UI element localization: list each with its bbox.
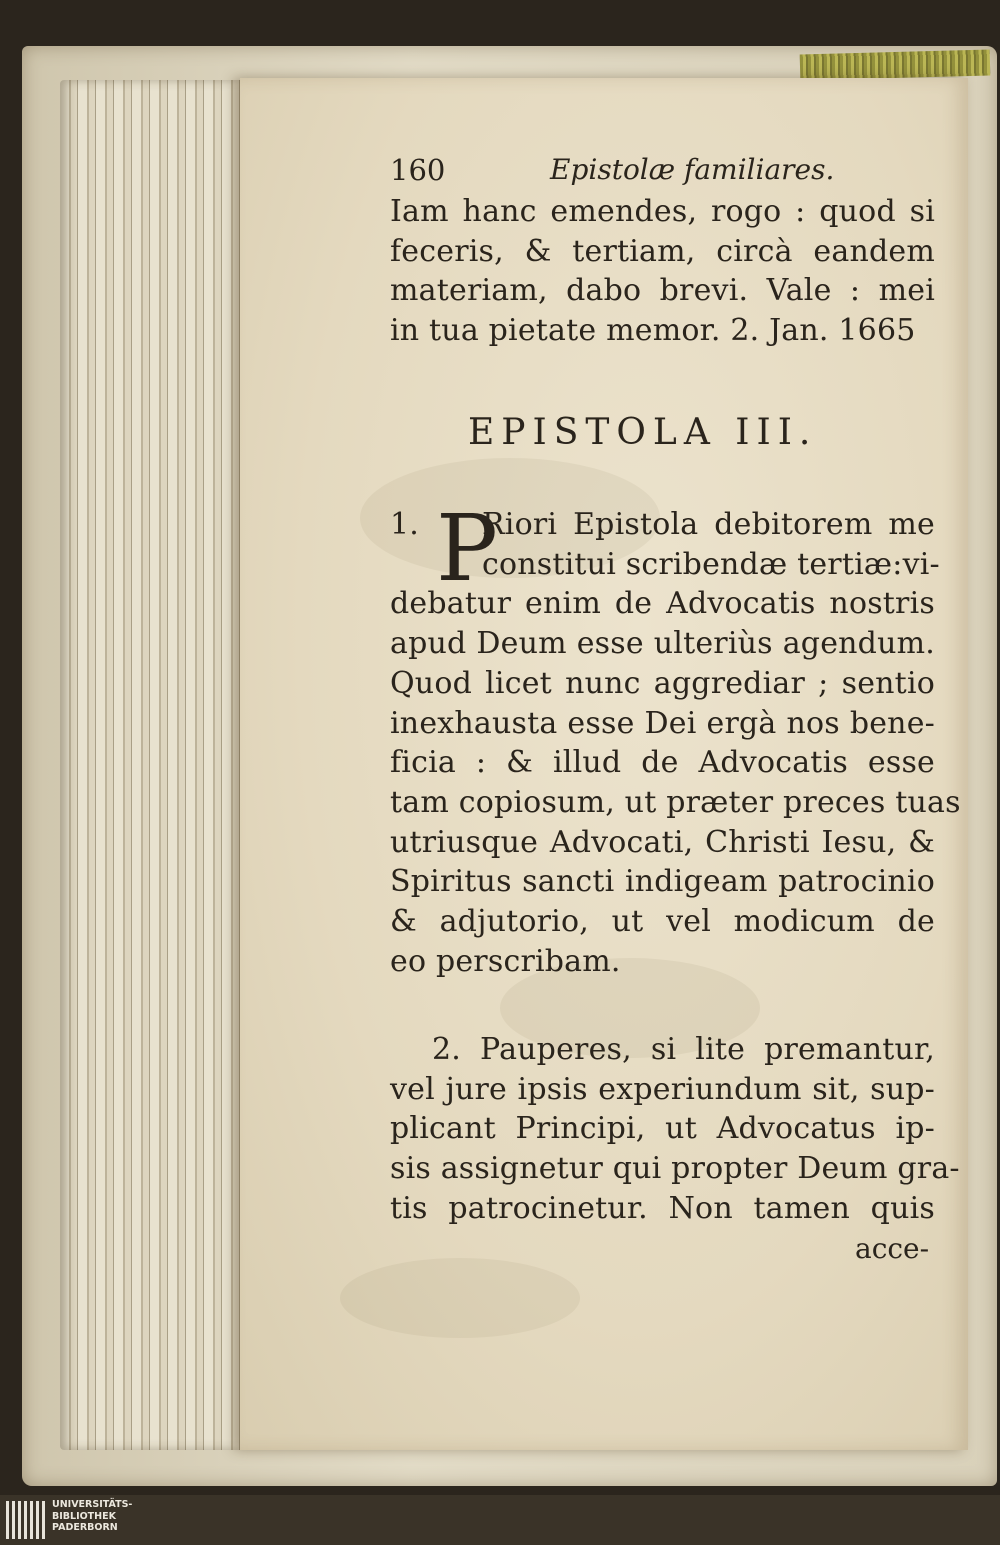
library-name-line: UNIVERSITÄTS- xyxy=(52,1499,133,1510)
library-logo-icon xyxy=(6,1501,46,1539)
text-line: apud Deum esse ulteriùs agendum. xyxy=(390,626,935,662)
text-line: tam copiosum, ut præter preces tuas xyxy=(390,784,961,820)
library-name-line: BIBLIOTHEK xyxy=(52,1510,116,1522)
paragraph-1 xyxy=(390,495,961,981)
text-line: utriusque Advocati, Christi Iesu, & xyxy=(390,824,935,860)
paragraph-2 xyxy=(390,1030,960,1229)
text-line: 2. Pauperes, si lite premantur, xyxy=(432,1032,935,1067)
text-line: inexhausta esse Dei ergà nos bene- xyxy=(390,705,935,741)
letter-heading: EPISTOLA III. xyxy=(468,412,818,453)
library-name xyxy=(52,1499,132,1534)
page-number: 160 xyxy=(390,153,446,187)
paragraph-number: 1. xyxy=(390,507,420,542)
text-line: sis assignetur qui propter Deum gra- xyxy=(390,1151,960,1187)
page-edge-stack xyxy=(60,80,250,1450)
library-footer xyxy=(0,1495,1000,1545)
text-line: materiam, dabo brevi. Vale : mei xyxy=(390,273,935,309)
catchword: acce- xyxy=(855,1232,930,1265)
bookmark-ribbon xyxy=(800,50,991,81)
library-name-line: PADERBORN xyxy=(52,1522,118,1533)
running-head xyxy=(390,153,935,193)
text-line: Spiritus sancti indigeam patrocinio xyxy=(390,864,935,900)
text-line: feceris, & tertiam, circà eandem xyxy=(390,233,935,269)
text-line: Iam hanc emendes, rogo : quod si xyxy=(390,194,935,229)
intro-paragraph xyxy=(390,192,935,351)
text-line: Quod licet nunc aggrediar ; sentio xyxy=(390,665,935,701)
running-head-title: Epistolæ familiares. xyxy=(550,153,835,186)
text-line: plicant Principi, ut Advocatus ip- xyxy=(390,1111,935,1147)
text-line: debatur enim de Advocatis nostris xyxy=(390,586,935,622)
text-line: constitui scribendæ tertiæ:vi- xyxy=(482,546,940,582)
text-line: in tua pietate memor. 2. Jan. 1665 xyxy=(390,313,916,349)
text-line: tis patrocinetur. Non tamen quis xyxy=(390,1190,935,1226)
text-line: vel jure ipsis experiundum sit, sup- xyxy=(390,1071,935,1107)
text-line: eo perscribam. xyxy=(390,943,621,979)
text-line: ficia : & illud de Advocatis esse xyxy=(390,745,935,781)
text-line: Riori Epistola debitorem me xyxy=(482,507,935,542)
text-line: & adjutorio, ut vel modicum de xyxy=(390,904,935,940)
drop-cap: P xyxy=(436,495,499,602)
